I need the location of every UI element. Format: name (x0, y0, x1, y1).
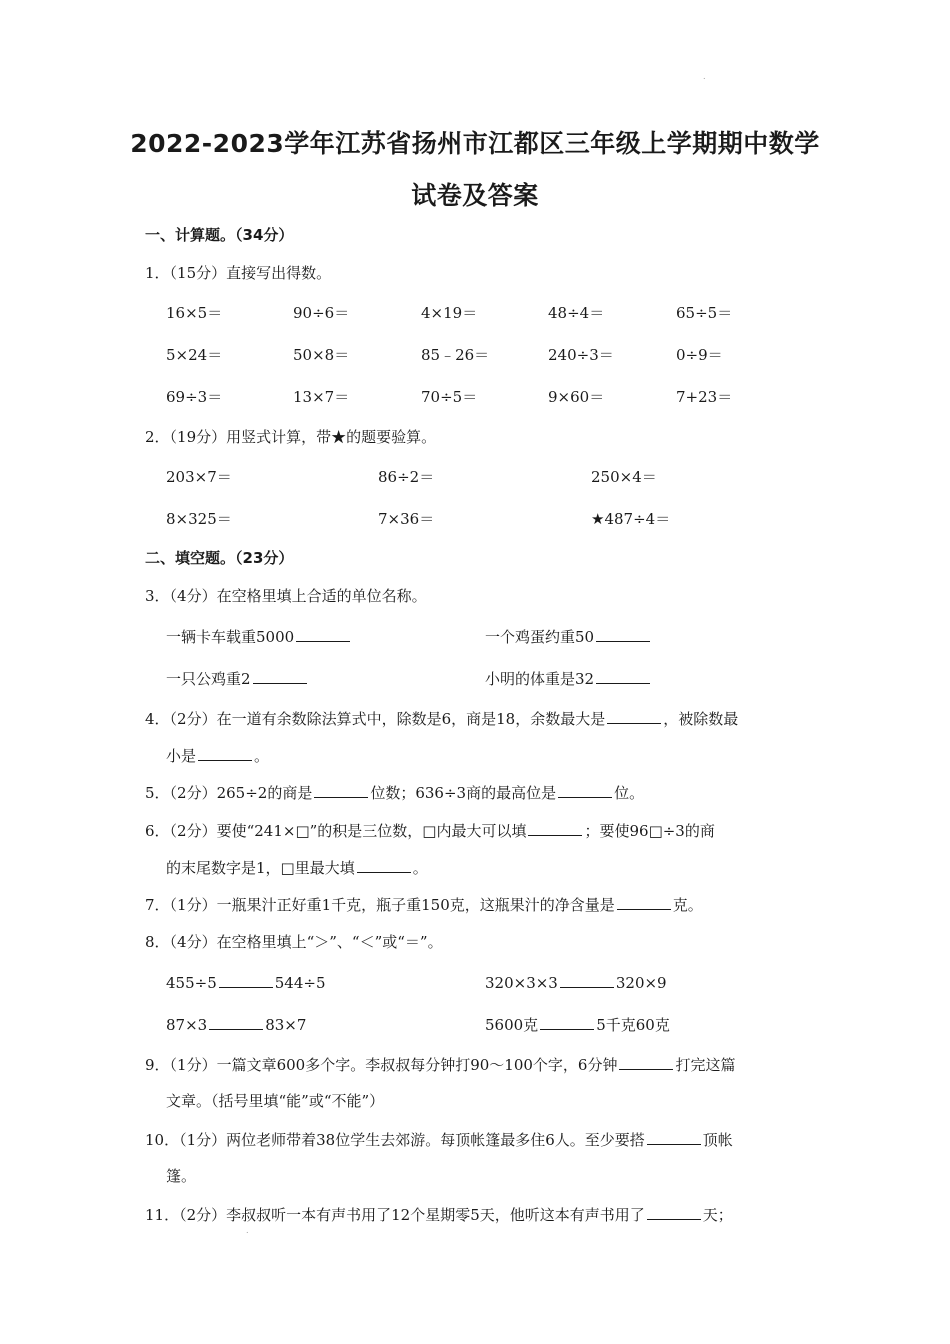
q3-item (485, 667, 652, 689)
question-4-continued (166, 744, 269, 766)
q8-right: 544÷5 (274, 974, 326, 992)
q4-text: 4．（2分）在一道有余数除法算式中，除数是6，商是18，余数最大是 (145, 710, 606, 728)
q5-text: 位。 (614, 784, 645, 802)
q2-item: 250×4＝ (591, 468, 657, 486)
question-8: 8．（4分）在空格里填上“＞”、“＜”或“＝”。 (145, 933, 443, 951)
q1-item: 16×5＝ (166, 304, 223, 322)
q3-item (166, 625, 352, 647)
answer-blank[interactable] (296, 625, 350, 642)
page-dot-mark: . (703, 72, 706, 81)
q3-item (166, 667, 309, 689)
answer-blank[interactable] (619, 1053, 673, 1070)
q11-text: 11．（2分）李叔叔听一本有声书用了12个星期零5天，他听这本有声书用了 (145, 1206, 645, 1224)
q5-text: 位数；636÷3商的最高位是 (370, 784, 557, 802)
answer-blank[interactable] (558, 781, 612, 798)
q10-text: 10．（1分）两位老师带着38位学生去郊游。每顶帐篷最多住6人。至少要搭 (145, 1131, 645, 1149)
q8-right: 320×9 (615, 974, 667, 992)
q8-left: 87×3 (166, 1016, 208, 1034)
question-11 (145, 1203, 733, 1225)
q8-item (485, 971, 667, 992)
question-1: 1．（15分）直接写出得数。 (145, 264, 332, 282)
answer-blank[interactable] (617, 893, 671, 910)
q1-item: 5×24＝ (166, 346, 223, 364)
q7-text: 7．（1分）一瓶果汁正好重1千克，瓶子重150克，这瓶果汁的净含量是 (145, 896, 615, 914)
q2-item: 7×36＝ (378, 510, 435, 528)
q8-right: 5千克60克 (596, 1016, 670, 1034)
q8-left: 5600克 (485, 1016, 539, 1034)
q4-text: 小是 (166, 747, 197, 765)
answer-blank[interactable] (607, 707, 661, 724)
q3-text: 一辆卡车载重5000 (166, 628, 295, 646)
answer-blank[interactable] (219, 971, 273, 988)
q2-item: 8×325＝ (166, 510, 232, 528)
question-10 (145, 1128, 733, 1150)
answer-blank[interactable] (253, 667, 307, 684)
q9-text: 9．（1分）一篇文章600多个字。李叔叔每分钟打90～100个字，6分钟 (145, 1056, 618, 1074)
answer-blank[interactable] (596, 667, 650, 684)
answer-blank[interactable] (596, 625, 650, 642)
q6-text: 6．（2分）要使“241×□”的积是三位数，□内最大可以填 (145, 822, 527, 840)
q3-text: 一个鸡蛋约重50 (485, 628, 595, 646)
answer-blank[interactable] (647, 1128, 701, 1145)
answer-blank[interactable] (540, 1013, 594, 1030)
answer-blank[interactable] (647, 1203, 701, 1220)
q1-item: 65÷5＝ (676, 304, 733, 322)
q1-item: 240÷3＝ (548, 346, 614, 364)
q8-item (166, 971, 326, 992)
answer-blank[interactable] (560, 971, 614, 988)
q4-text: ，被除数最 (663, 710, 739, 728)
section-1-heading: 一、计算题。（34分） (145, 226, 294, 244)
q6-text: 的末尾数字是1，□里最大填 (166, 859, 355, 877)
q8-right: 83×7 (265, 1016, 307, 1034)
question-6 (145, 819, 715, 841)
q1-item: 7+23＝ (676, 388, 733, 406)
page-title: 2022-2023学年江苏省扬州市江都区三年级上学期期中数学 (130, 129, 820, 158)
q1-item: 9×60＝ (548, 388, 605, 406)
q1-item: 4×19＝ (421, 304, 478, 322)
q8-left: 320×3×3 (485, 974, 558, 992)
q4-text: 。 (254, 747, 270, 765)
q7-text: 克。 (672, 896, 703, 914)
q8-left: 455÷5 (166, 974, 217, 992)
q6-text: 。 (412, 859, 428, 877)
answer-blank[interactable] (314, 781, 368, 798)
q6-text: ；要使96□÷3的商 (584, 822, 715, 840)
q3-text: 小明的体重是32 (485, 670, 595, 688)
q1-item: 48÷4＝ (548, 304, 605, 322)
q1-item: 50×8＝ (293, 346, 350, 364)
q10-text: 顶帐 (702, 1131, 733, 1149)
question-2: 2．（19分）用竖式计算，带★的题要验算。 (145, 428, 437, 446)
question-9 (145, 1053, 736, 1075)
q8-item (485, 1013, 670, 1035)
q11-text: 天； (702, 1206, 733, 1224)
answer-blank[interactable] (209, 1013, 263, 1030)
answer-blank[interactable] (357, 856, 411, 873)
question-6-continued (166, 856, 428, 878)
page-dot-mark: . (246, 1226, 249, 1235)
q1-item: 90÷6＝ (293, 304, 350, 322)
q9-text: 打完这篇 (675, 1056, 736, 1074)
answer-blank[interactable] (528, 819, 582, 836)
q3-item (485, 625, 652, 647)
question-5 (145, 781, 644, 803)
q2-item: ★487÷4＝ (591, 510, 671, 528)
q2-item: 86÷2＝ (378, 468, 435, 486)
question-3: 3．（4分）在空格里填上合适的单位名称。 (145, 587, 427, 605)
page-title-continued: 试卷及答案 (411, 181, 539, 210)
q3-text: 一只公鸡重2 (166, 670, 251, 688)
question-10-continued: 篷。 (166, 1167, 197, 1185)
q1-item: 13×7＝ (293, 388, 350, 406)
answer-blank[interactable] (198, 744, 252, 761)
q1-item: 0÷9＝ (676, 346, 723, 364)
q1-item: 69÷3＝ (166, 388, 223, 406)
q5-text: 5．（2分）265÷2的商是 (145, 784, 313, 802)
q1-item: 85﹣26＝ (421, 346, 490, 364)
q1-item: 70÷5＝ (421, 388, 478, 406)
q8-item (166, 1013, 306, 1034)
question-7 (145, 893, 703, 915)
section-2-heading: 二、填空题。（23分） (145, 549, 294, 567)
question-4 (145, 707, 738, 729)
q2-item: 203×7＝ (166, 468, 232, 486)
question-9-continued: 文章。（括号里填“能”或“不能”） (166, 1092, 385, 1110)
